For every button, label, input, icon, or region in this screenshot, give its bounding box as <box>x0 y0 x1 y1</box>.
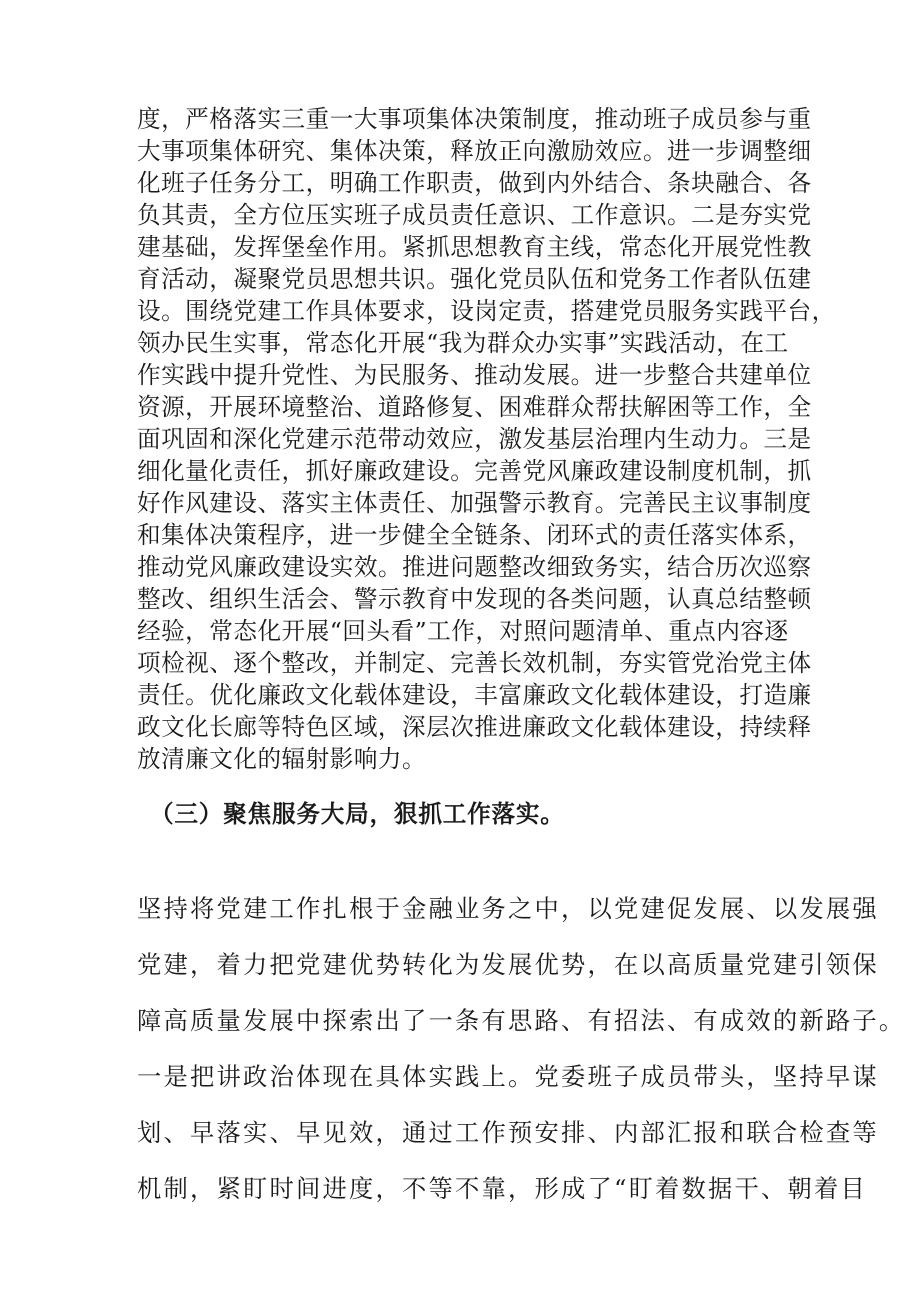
paragraph-1-line: 面巩固和深化党建示范带动效应，激发基层治理内生动力。三是 <box>137 425 812 453</box>
paragraph-1-line: 化班子任务分工，明确工作职责，做到内外结合、条块融合、各 <box>137 169 812 197</box>
paragraph-1-line: 整改、组织生活会、警示教育中发现的各类问题，认真总结整顿 <box>137 585 812 613</box>
paragraph-2-line: 机制，紧盯时间进度，不等不靠，形成了“盯着数据干、朝着目 <box>137 1174 868 1203</box>
paragraph-1-line: 推动党风廉政建设实效。推进问题整改细致务实，结合历次巡察 <box>137 553 812 581</box>
paragraph-2-line: 党建，着力把党建优势转化为发展优势，在以高质量党建引领保 <box>137 950 879 979</box>
paragraph-2-line: 划、早落实、早见效，通过工作预安排、内部汇报和联合检查等 <box>137 1118 879 1147</box>
paragraph-1-line: 细化量化责任，抓好廉政建设。完善党风廉政建设制度机制，抓 <box>137 457 812 485</box>
section-heading: （三）聚焦服务大局，狠抓工作落实。 <box>150 800 565 828</box>
paragraph-2-line: 一是把讲政治体现在具体实践上。党委班子成员带头，坚持早谋 <box>137 1062 879 1091</box>
paragraph-1-line: 负其责，全方位压实班子成员责任意识、工作意识。二是夯实党 <box>137 201 812 229</box>
paragraph-1-line: 放清廉文化的辐射影响力。 <box>137 745 427 773</box>
paragraph-1-line: 育活动，凝聚党员思想共识。强化党员队伍和党务工作者队伍建 <box>137 265 812 293</box>
paragraph-1-line: 度，严格落实三重一大事项集体决策制度，推动班子成员参与重 <box>137 105 812 133</box>
paragraph-1-line: 大事项集体研究、集体决策，释放正向激励效应。进一步调整细 <box>137 137 812 165</box>
paragraph-1-line: 作实践中提升党性、为民服务、推动发展。进一步整合共建单位 <box>137 361 812 389</box>
paragraph-1-line: 领办民生实事，常态化开展“我为群众办实事”实践活动，在工 <box>137 329 789 357</box>
paragraph-1-line: 建基础，发挥堡垒作用。紧抓思想教育主线，常态化开展党性教 <box>137 233 812 261</box>
paragraph-1-line: 和集体决策程序，进一步健全全链条、闭环式的责任落实体系， <box>137 521 812 549</box>
paragraph-1-line: 设。围绕党建工作具体要求，设岗定责，搭建党员服务实践平台， <box>137 297 836 325</box>
paragraph-1-line: 资源，开展环境整治、道路修复、困难群众帮扶解困等工作，全 <box>137 393 812 421</box>
paragraph-2-line: 障高质量发展中探索出了一条有思路、有招法、有成效的新路子。 <box>137 1006 906 1035</box>
paragraph-1-line: 责任。优化廉政文化载体建设，丰富廉政文化载体建设，打造廉 <box>137 681 812 709</box>
paragraph-2-line: 坚持将党建工作扎根于金融业务之中，以党建促发展、以发展强 <box>137 894 879 923</box>
paragraph-1-line: 政文化长廊等特色区域，深层次推进廉政文化载体建设，持续释 <box>137 713 812 741</box>
paragraph-1-line: 经验，常态化开展“回头看”工作，对照问题清单、重点内容逐 <box>137 617 789 645</box>
paragraph-1-line: 项检视、逐个整改，并制定、完善长效机制，夯实管党治党主体 <box>137 649 812 677</box>
paragraph-1-line: 好作风建设、落实主体责任、加强警示教育。完善民主议事制度 <box>137 489 812 517</box>
